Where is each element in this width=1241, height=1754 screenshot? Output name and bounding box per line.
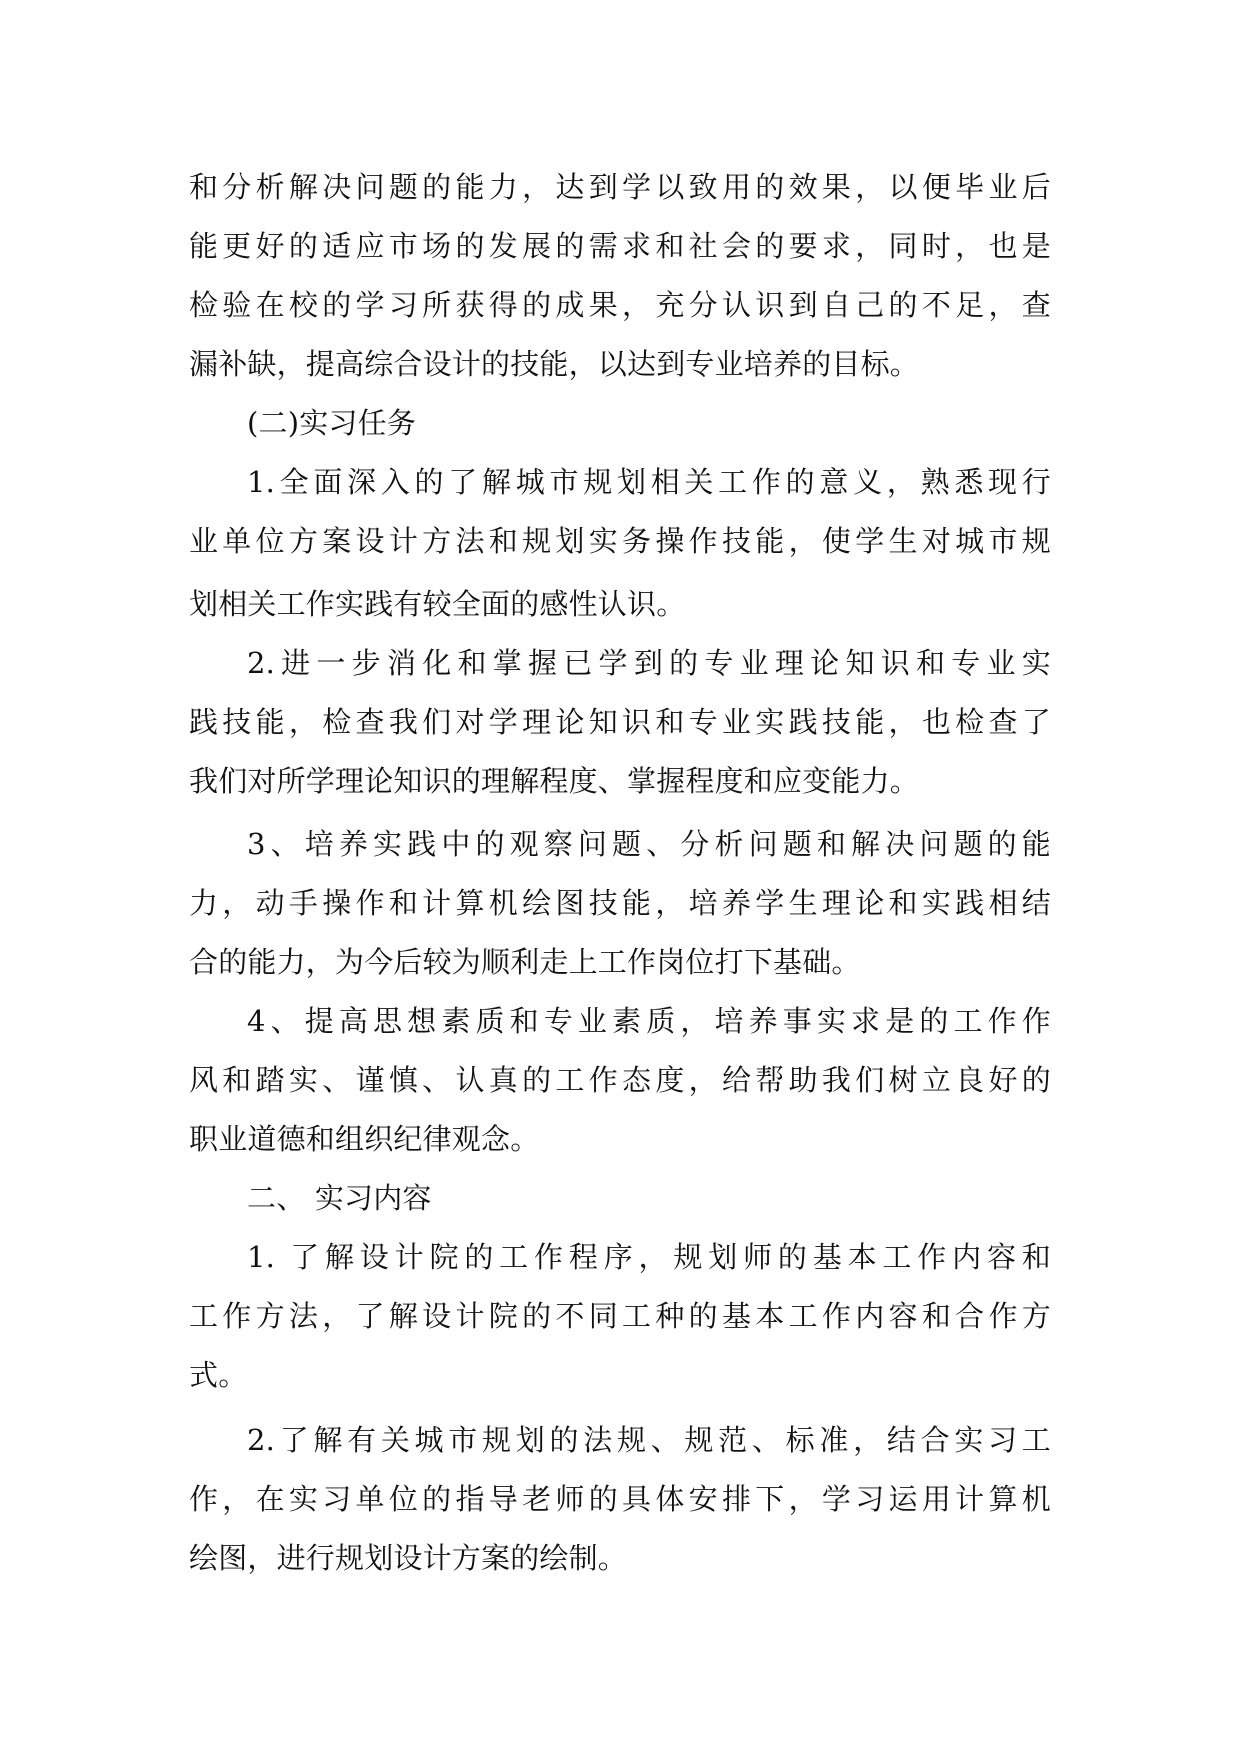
text-line: 4、提高思想素质和专业素质，培养事实求是的工作作 xyxy=(247,1004,1051,1038)
text-line: 绘图，进行规划设计方案的绘制。 xyxy=(189,1541,628,1575)
text-line: (二)实习任务 xyxy=(247,406,417,440)
text-line: 工作方法，了解设计院的不同工种的基本工作内容和合作方 xyxy=(189,1299,1051,1333)
text-line: 2.了解有关城市规划的法规、规范、标准，结合实习工 xyxy=(247,1423,1051,1457)
text-line: 二、 实习内容 xyxy=(247,1181,432,1215)
text-line: 能更好的适应市场的发展的需求和社会的要求，同时，也是 xyxy=(189,229,1051,263)
text-line: 3、培养实践中的观察问题、分析问题和解决问题的能 xyxy=(247,827,1051,861)
document-body xyxy=(189,158,1051,1588)
text-line: 力，动手操作和计算机绘图技能，培养学生理论和实践相结 xyxy=(189,886,1051,920)
text-line: 1.全面深入的了解城市规划相关工作的意义，熟悉现行 xyxy=(247,465,1051,499)
text-line: 践技能，检查我们对学理论知识和专业实践技能，也检查了 xyxy=(189,705,1051,739)
text-line: 检验在校的学习所获得的成果，充分认识到自己的不足，查 xyxy=(189,288,1051,322)
text-line: 我们对所学理论知识的理解程度、掌握程度和应变能力。 xyxy=(189,764,920,798)
text-line: 1. 了解设计院的工作程序，规划师的基本工作内容和 xyxy=(247,1240,1051,1274)
text-line: 和分析解决问题的能力，达到学以致用的效果，以便毕业后 xyxy=(189,170,1051,204)
text-line: 合的能力，为今后较为顺利走上工作岗位打下基础。 xyxy=(189,945,861,979)
text-line: 风和踏实、谨慎、认真的工作态度，给帮助我们树立良好的 xyxy=(189,1063,1051,1097)
text-line: 划相关工作实践有较全面的感性认识。 xyxy=(189,587,686,621)
text-line: 2.进一步消化和掌握已学到的专业理论知识和专业实 xyxy=(247,646,1051,680)
text-line: 作，在实习单位的指导老师的具体安排下，学习运用计算机 xyxy=(189,1482,1051,1516)
text-line: 式。 xyxy=(189,1358,248,1392)
text-line: 职业道德和组织纪律观念。 xyxy=(189,1122,540,1156)
text-line: 漏补缺，提高综合设计的技能，以达到专业培养的目标。 xyxy=(189,347,920,381)
text-line: 业单位方案设计方法和规划实务操作技能，使学生对城市规 xyxy=(189,524,1051,558)
